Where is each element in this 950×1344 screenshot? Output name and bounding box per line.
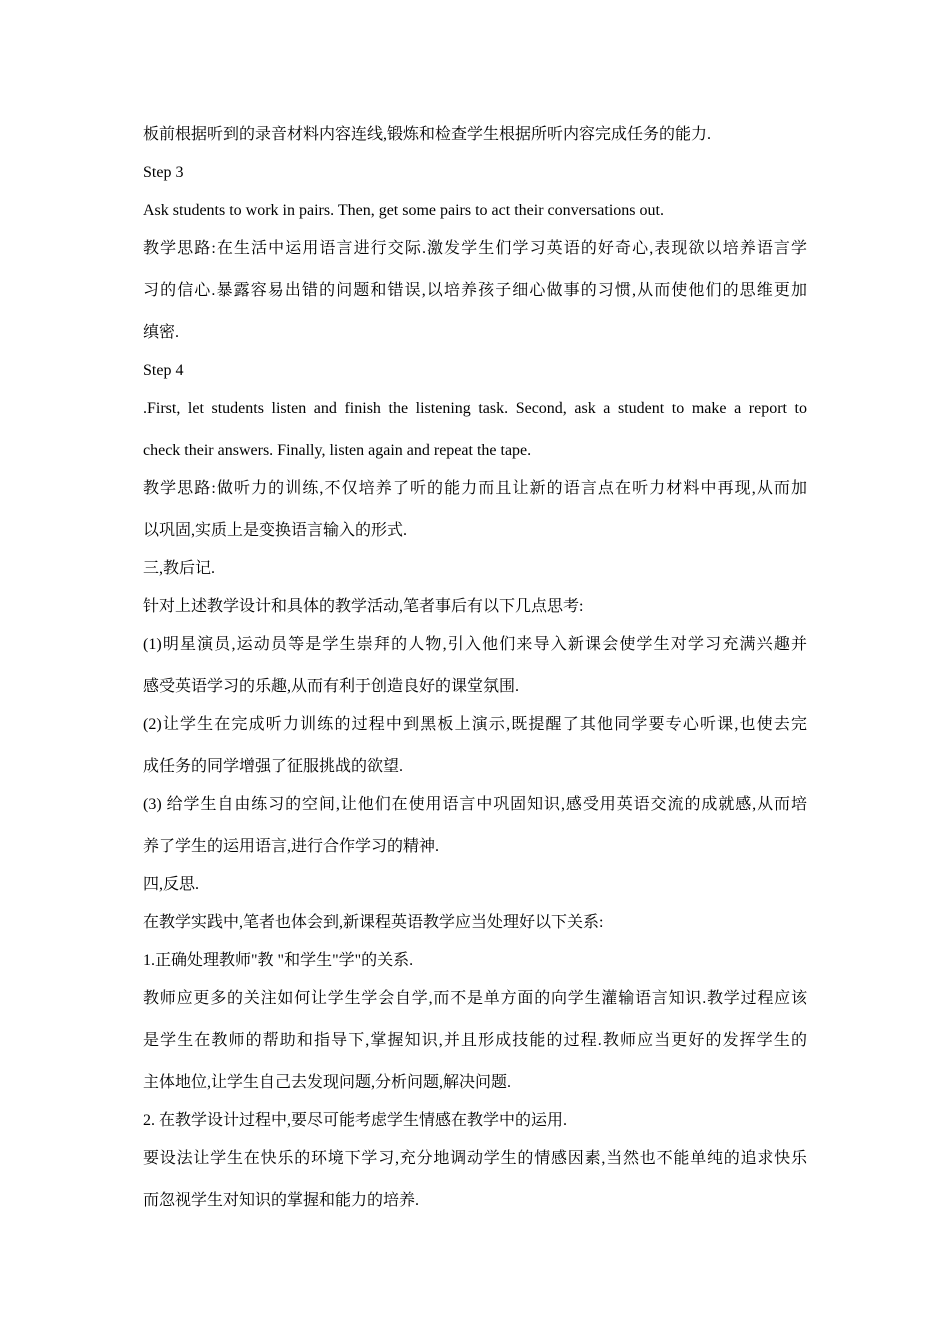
section-heading: 三,教后记.	[143, 560, 216, 577]
text-line: 习的信心.暴露容易出错的问题和错误,以培养孩子细心做事的习惯,从而使他们的思维更加	[143, 282, 807, 299]
text-line: 缜密.	[143, 324, 180, 341]
text-line: 以巩固,实质上是变换语言输入的形式.	[143, 522, 408, 539]
text-line: 养了学生的运用语言,进行合作学习的精神.	[143, 838, 440, 855]
text-line: 是学生在教师的帮助和指导下,掌握知识,并且形成技能的过程.教师应当更好的发挥学生的	[143, 1032, 807, 1049]
text-line: 而忽视学生对知识的掌握和能力的培养.	[143, 1192, 420, 1209]
step-heading: Step 4	[143, 362, 184, 379]
text-line: (1)明星演员,运动员等是学生崇拜的人物,引入他们来导入新课会使学生对学习充满兴趣并	[143, 636, 807, 653]
text-line: 教师应更多的关注如何让学生学会自学,而不是单方面的向学生灌输语言知识.教学过程应该	[143, 990, 807, 1007]
text-line: 成任务的同学增强了征服挑战的欲望.	[143, 758, 404, 775]
text-line: (2)让学生在完成听力训练的过程中到黑板上演示,既提醒了其他同学要专心听课,也使去完	[143, 716, 807, 733]
text-line: 教学思路:在生活中运用语言进行交际.激发学生们学习英语的好奇心,表现欲以培养语言学	[143, 240, 807, 257]
subheading: 1.正确处理教师"教 "和学生"学"的关系.	[143, 952, 414, 969]
text-line: 板前根据听到的录音材料内容连线,锻炼和检查学生根据所听内容完成任务的能力.	[143, 126, 712, 143]
text-line: 主体地位,让学生自己去发现问题,分析问题,解决问题.	[143, 1074, 512, 1091]
text-line: 教学思路:做听力的训练,不仅培养了听的能力而且让新的语言点在听力材料中再现,从而加	[143, 480, 807, 497]
text-line: 感受英语学习的乐趣,从而有利于创造良好的课堂氛围.	[143, 678, 520, 695]
section-heading: 四,反思.	[143, 876, 200, 893]
text-line: 针对上述教学设计和具体的教学活动,笔者事后有以下几点思考:	[143, 598, 584, 615]
text-line: check their answers. Finally, listen again and repeat the tape.	[143, 442, 532, 459]
step-heading: Step 3	[143, 164, 184, 181]
subheading: 2. 在教学设计过程中,要尽可能考虑学生情感在教学中的运用.	[143, 1112, 568, 1129]
text-line: Ask students to work in pairs. Then, get some pairs to act their conversations out.	[143, 202, 664, 219]
text-line: 在教学实践中,笔者也体会到,新课程英语教学应当处理好以下关系:	[143, 914, 604, 931]
text-line: 要设法让学生在快乐的环境下学习,充分地调动学生的情感因素,当然也不能单纯的追求快乐	[143, 1150, 807, 1167]
text-line: (3) 给学生自由练习的空间,让他们在使用语言中巩固知识,感受用英语交流的成就感,从而培	[143, 796, 807, 813]
text-line: .First, let students listen and finish the listening task. Second, ask a student to make a report to	[143, 400, 807, 417]
